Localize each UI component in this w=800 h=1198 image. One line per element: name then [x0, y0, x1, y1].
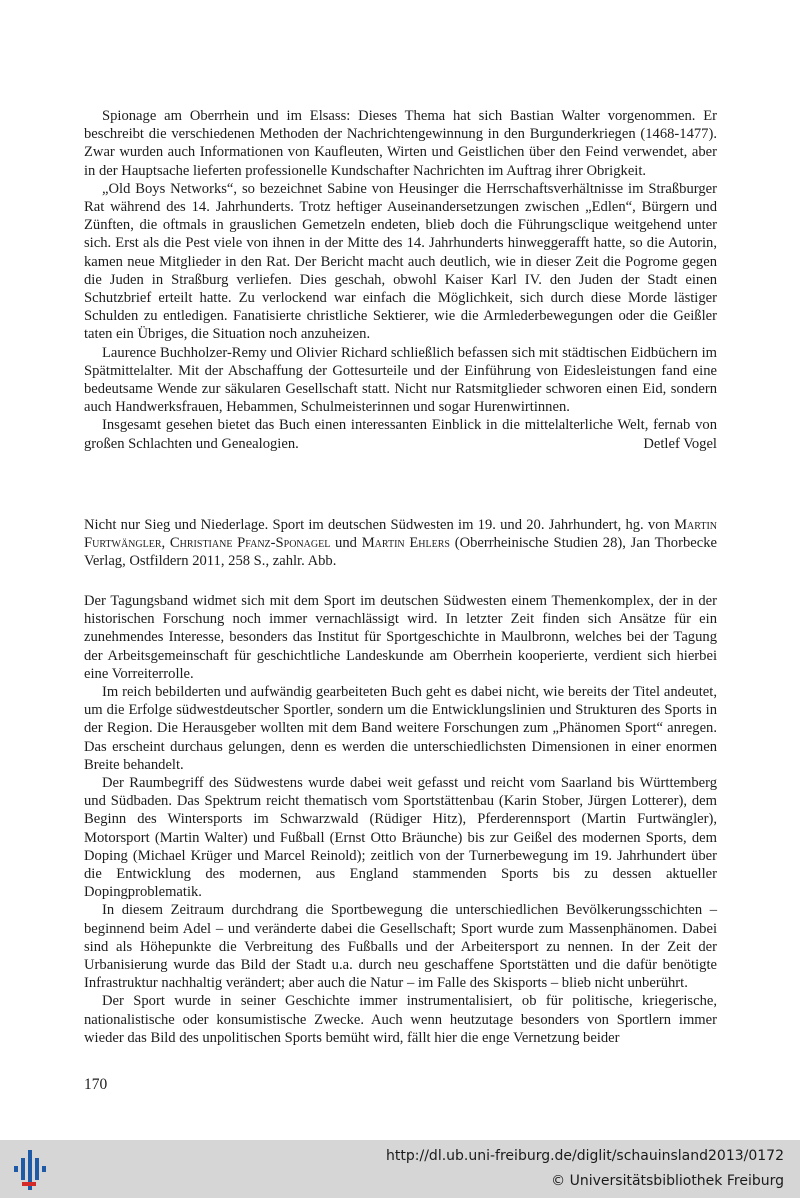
conjunction: und: [330, 535, 362, 552]
paragraph: Der Raumbegriff des Südwestens wurde dabei weit gefasst und reicht vom Saarland bis Württemberg und Südbaden. Das Spektrum reicht thematisch vom Sportstättenbau (Karin Stober, Jürgen Lotterer), dem Beginn des Wintersports im Schwarzwald (Rüdiger Hitz), Pferderennsport (Martin Furtwängler), Motorsport (Martin Walter) und Fußball (Ernst Otto Bräunche) bis zur Geißel des modernen Sports, dem Doping (Michael Krüger und Marcel Reinold); zeitlich von der Turnerbewegung im 19. Jahrhundert über die Entwicklung des modernen, aus England stammenden Sports bis zu dessen aktueller Dopingproblematik.: [84, 775, 717, 901]
paragraph: Laurence Buchholzer-Remy und Olivier Richard schließlich befassen sich mit städtischen Eidbüchern im Spätmittelalter. Mit der Abschaffung der Gottesurteile und der Einführung von Eidesleistungen fand eine bedeutsame Wende zur säkularen Gesellschaft statt. Nicht nur Ratsmitglieder schworen einen Eid, sondern auch Handwerksfrauen, Hebammen, Schulmeisterinnen und sogar Hurenwirtinnen.: [84, 344, 717, 416]
paragraph-with-signature: [84, 416, 717, 452]
editor-name: Martin Ehlers: [361, 535, 450, 552]
paragraph: „Old Boys Networks“, so bezeichnet Sabine von Heusinger die Herrschaftsverhältnisse im Straßburger Rat während des 14. Jahrhunderts. Trotz heftiger Auseinandersetzungen zwischen „Edlen“, Bürgern und Zünften, die oftmals in grauslichen Gemetzeln endeten, blieb doch die Führungsclique weitgehend unter sich. Erst als die Pest viele von ihnen in der Mitte des 14. Jahrhunderts hinweggerafft hatte, so die Autorin, kamen neue Mitglieder in den Rat. Der Bericht macht auch deutlich, wie in dieser Zeit die Pogrome gegen die Juden in Straßburg verliefen. Dies geschah, obwohl Kaiser Karl IV. den Juden der Stadt einen Schutzbrief erteilt hatte. Zu verlockend war einfach die Möglichkeit, sich durch diese Morde lästiger Schulden zu entledigen. Fanatisierte christliche Sektierer, wie die Armlederbewegungen oder die Geißler taten ein Übriges, die Situation noch anzuheizen.: [84, 180, 717, 343]
editor-name: Christiane Pfanz-Sponagel: [169, 535, 331, 552]
reviewer-signature: Detlef Vogel: [643, 435, 717, 452]
viewer-footer-bar: [0, 1140, 800, 1198]
editor-name: Martin Furtwängler: [84, 517, 717, 552]
paragraph: In diesem Zeitraum durchdrang die Sportbewegung die unterschiedlichen Bevölkerungsschichten – beginnend beim Adel – und veränderte dabei die Gesellschaft; Sport wurde zum Massenphänomen. Dabei sind als Höhepunkte die Verbreitung des Fußballs und der Arbeitersport zu nennen. In der Zeit der Urbanisierung wurde das Bild der Stadt u.a. durch neu geschaffene Sportstätten und die dafür benötigte Infrastruktur nachhaltig verändert; aber auch die Natur – im Falle des Skisports – blieb nicht unberührt.: [84, 902, 717, 992]
paragraph-text: Insgesamt gesehen bietet das Buch einen interessanten Einblick in die mittelalterliche Welt, fernab von großen Schlachten und Genealogien.: [84, 417, 717, 452]
book-title: Nicht nur Sieg und Niederlage. Sport im deutschen Südwesten im 19. und 20. Jahrhundert, hg. von: [84, 517, 670, 533]
paragraph: Der Sport wurde in seiner Geschichte immer instrumentalisiert, ob für politische, kriegerische, nationalistische oder konsumistische Zwecke. Auch wenn heutzutage besonders von Sportlern immer wieder das Bild des unpolitischen Sports bemüht wird, fällt hier die enge Vernetzung beider: [84, 993, 717, 1046]
paragraph: Der Tagungsband widmet sich mit dem Sport im deutschen Südwesten einem Themenkomplex, der in der historischen Forschung noch immer vernachlässigt wird. In letzter Zeit finden sich Ansätze für ein zunehmendes Interesse, besonders das Institut für Sportgeschichte in Maulbronn, welches bei der Tagung der Arbeitsgemeinschaft für geschichtliche Landeskunde am Oberrhein kooperierte, verdient sich hierbei eine Vorreiterrolle.: [84, 593, 717, 682]
page-number: 170: [84, 1076, 108, 1093]
library-logo-icon: [10, 1148, 54, 1192]
citation-text: [84, 516, 717, 571]
document-url-link[interactable]: http://dl.ub.uni-freiburg.de/diglit/schauinsland2013/0172: [386, 1148, 784, 1164]
copyright-notice: © Universitätsbibliothek Freiburg: [551, 1173, 784, 1189]
review-text-vogel: [84, 107, 717, 453]
separator: ,: [161, 535, 170, 552]
publication-details: (Oberrheinische Studien 28), Jan Thorbecke Verlag, Ostfildern 2011, 258 S., zahlr. Abb.: [84, 535, 717, 570]
paragraph: Spionage am Oberrhein und im Elsass: Dieses Thema hat sich Bastian Walter vorgenommen. Er beschreibt die verschiedenen Methoden der Nachrichtengewinnung in den Burgunderkriegen (1468-1477). Zwar wurden auch Informationen von Kaufleuten, Wirten und Geistlichen über den Feind verwendet, aber in der Hauptsache lieferten professionelle Kundschafter Nachrichten im Auftrag ihrer Obrigkeit.: [84, 108, 717, 179]
book-citation: [84, 516, 717, 571]
paragraph: Im reich bebilderten und aufwändig gearbeiteten Buch geht es dabei nicht, wie bereits der Titel andeutet, um die Erfolge südwestdeutscher Sportler, sondern um die Entwicklungslinien und Strukturen des Sports in der Region. Die Herausgeber wollten mit dem Band weitere Forschungen zum „Phänomen Sport“ anregen. Das erscheint durchaus gelungen, denn es werden die unterschiedlichsten Dimensionen in einer enormen Breite behandelt.: [84, 684, 717, 773]
review-text-sport: [84, 592, 717, 1047]
